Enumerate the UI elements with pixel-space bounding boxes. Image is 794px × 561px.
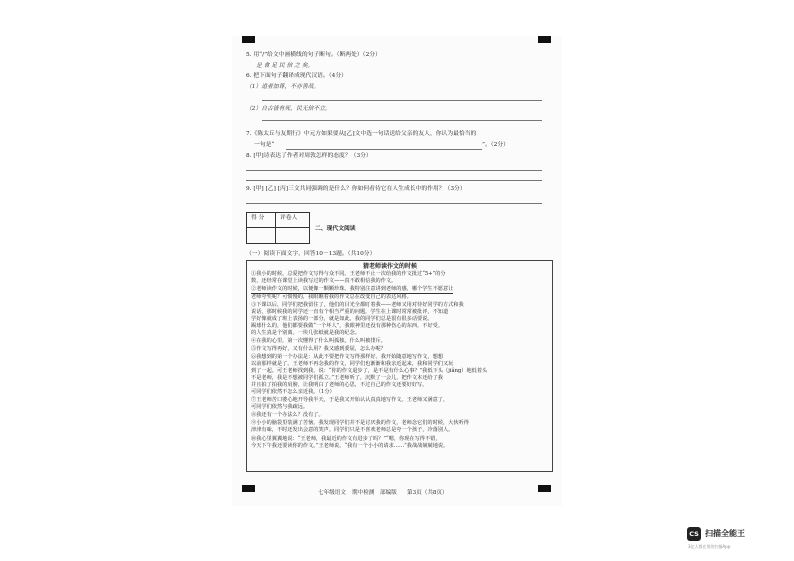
q7-prompt: 7.《陈太丘与友期行》中元方如果要从[乙]文中选一句话送给父亲的友人，你认为最恰当的 bbox=[246, 131, 477, 137]
essay-line: 并且拍了拍我的肩膀，让我明白了老师的心思，不过自己的作文还要好好写。 bbox=[251, 382, 428, 388]
essay-line: ⑦王老师苦口婆心地开导我半天，于是我又开始认认真真地写作文。王老师又满意了， bbox=[251, 397, 449, 403]
essay-line: 津津有味，不时还发出会意的笑声。同学们只是不喜欢老师总是夸一个孩子，冷落别人。 bbox=[251, 427, 454, 433]
answer-line bbox=[262, 120, 542, 121]
registration-mark-bottom-left bbox=[242, 485, 255, 492]
answer-line bbox=[286, 149, 482, 150]
score-label: 得 分 bbox=[251, 215, 265, 221]
registration-mark-top-left bbox=[242, 36, 255, 43]
essay-line: ③下课以后，同学们把我留住了，他们的目光全都盯着我——老师又用对待好同学的方式和我 bbox=[251, 302, 464, 308]
q5-prompt: 5. 用“/”给文中画横线的句子断句。（断两处）（2分） bbox=[246, 52, 381, 58]
footer-subject: 七年级语文 bbox=[318, 490, 346, 496]
essay-line: ②老师读作文的时候，以便像一颗颗珍珠。我特别注意讲到老师的感，哪个学生不愿意让 bbox=[251, 286, 454, 292]
essay-line: 踢球什么的，他们都要我做“一个坏人”，我眼神里还没有那种伤心的东西，不好受。 bbox=[251, 323, 444, 329]
footer-edition: 部编版 bbox=[380, 490, 397, 496]
grader-label: 评卷人 bbox=[280, 215, 298, 221]
essay-box bbox=[246, 260, 553, 472]
q8-prompt: 8. [甲]诗表达了作者对周敦怎样的态度？（3分） bbox=[246, 153, 372, 159]
q7-tail-end: ”。（2分） bbox=[482, 142, 509, 148]
answer-line bbox=[246, 203, 542, 204]
essay-line: ①我小的时候，总爱把作文写得与众不同。王老师不止一次给我的作文批过“5+”的分 bbox=[251, 271, 446, 277]
essay-line: ⑥我想到的第一个办法是：从此不要把作文写得那样好。我开始随意地写作文，想想 bbox=[251, 354, 443, 360]
answer-line bbox=[246, 180, 542, 181]
essay-title: 猜老师读作文的时候 bbox=[363, 263, 418, 270]
essay-line: 学好像就成了班上表扬的一部分，就是如此，我的同学们总是很有很多话要说。 bbox=[251, 316, 433, 322]
essay-line: 可同学们依然与我疏远。 bbox=[251, 404, 309, 410]
q6-sentence-1: （1）道者加尊，不亦善哉。 bbox=[246, 84, 320, 90]
watermark-subtitle: 3亿人都在用的扫描App bbox=[688, 544, 731, 549]
essay-line: ⑤作文写得再好，又有什么用？我又感到委屈，怎么办呢？ bbox=[251, 346, 386, 352]
essay-line: ⑩我心里翼翼地说：“王老师，我最近的作文有进步了吗？”“嗯，你现在写得不错， bbox=[251, 436, 441, 442]
reading-intro: （一）阅读下面文字，回答10－13题。（共10分） bbox=[246, 251, 376, 257]
registration-mark-top-right bbox=[538, 36, 551, 43]
essay-line: 说话，那时候我的同学还一直有个相当严重的问题，学生在上课时常常被批评，不知道 bbox=[251, 309, 449, 315]
footer-exam: 期中检测 bbox=[352, 490, 375, 496]
section-title: 二、现代文阅读 bbox=[315, 226, 356, 232]
q7-tail-start: 一句是“ bbox=[254, 142, 275, 148]
answer-line bbox=[262, 100, 542, 101]
watermark-title: 扫描全能王 bbox=[705, 529, 745, 538]
essay-line: 老师夸奖呢？可惯慢的，我眼瞧着我的作文总在改变自己的表达风格。 bbox=[251, 294, 412, 300]
footer-page-number: 第3页（共8页） bbox=[407, 490, 448, 496]
essay-line: 以前那样就是了。王老师不再念我的作文，同学们也渐渐和我亲近起来，我和同学们又玩 bbox=[251, 361, 454, 367]
essay-line: ④在我的心里，第一次懂得了什么叫孤独，什么叫被排斥。 bbox=[251, 338, 386, 344]
essay-line: 不是老师，我是不想被同学们孤立。”王老师听了，沉默了一会儿，把作文本还给了我 bbox=[251, 375, 443, 381]
essay-line: ⑨小小的脑袋里装满了苦恼，我发现同学们并不是讨厌我的作文，老师念它们的时候，大伙听得 bbox=[251, 420, 469, 426]
essay-line: 今天下午我还要读你的作文。”王老师说。“我有一个小小的请求……”我战战兢兢地说。 bbox=[251, 443, 449, 449]
answer-line bbox=[246, 170, 542, 171]
essay-line: 的人生真是个别离。一块几张纸就是我的纪念。 bbox=[251, 330, 360, 336]
scanner-logo-icon: CS bbox=[687, 527, 701, 541]
q5-answer: 是 食 足 民 信 之 矣。 bbox=[256, 63, 314, 69]
essay-line: 到了一起。可王老师找到我，说：“你的作文退步了，是不是有什么心事？”我低下头（jiǎng）地低着头 bbox=[251, 368, 488, 374]
q6-prompt: 6. 把下面句子翻译成现代汉语。（4分） bbox=[246, 73, 347, 79]
q6-sentence-2: （2）自古皆有死，民无信不立。 bbox=[246, 106, 331, 112]
essay-line: 可同学们依然不怎么亲近我。（1分） bbox=[251, 389, 335, 395]
registration-mark-bottom-right bbox=[538, 485, 551, 492]
q9-prompt: 9. [甲] [乙] [丙]三文共同强调的是什么？你如何看待它在人生成长中的作用？（3分） bbox=[246, 186, 466, 192]
essay-line: 数，还经常在课堂上读我写过的作文——真不敢相信我的作文。 bbox=[251, 278, 397, 284]
essay-line: ⑧我还有一个办法么？没有了。 bbox=[251, 412, 324, 418]
